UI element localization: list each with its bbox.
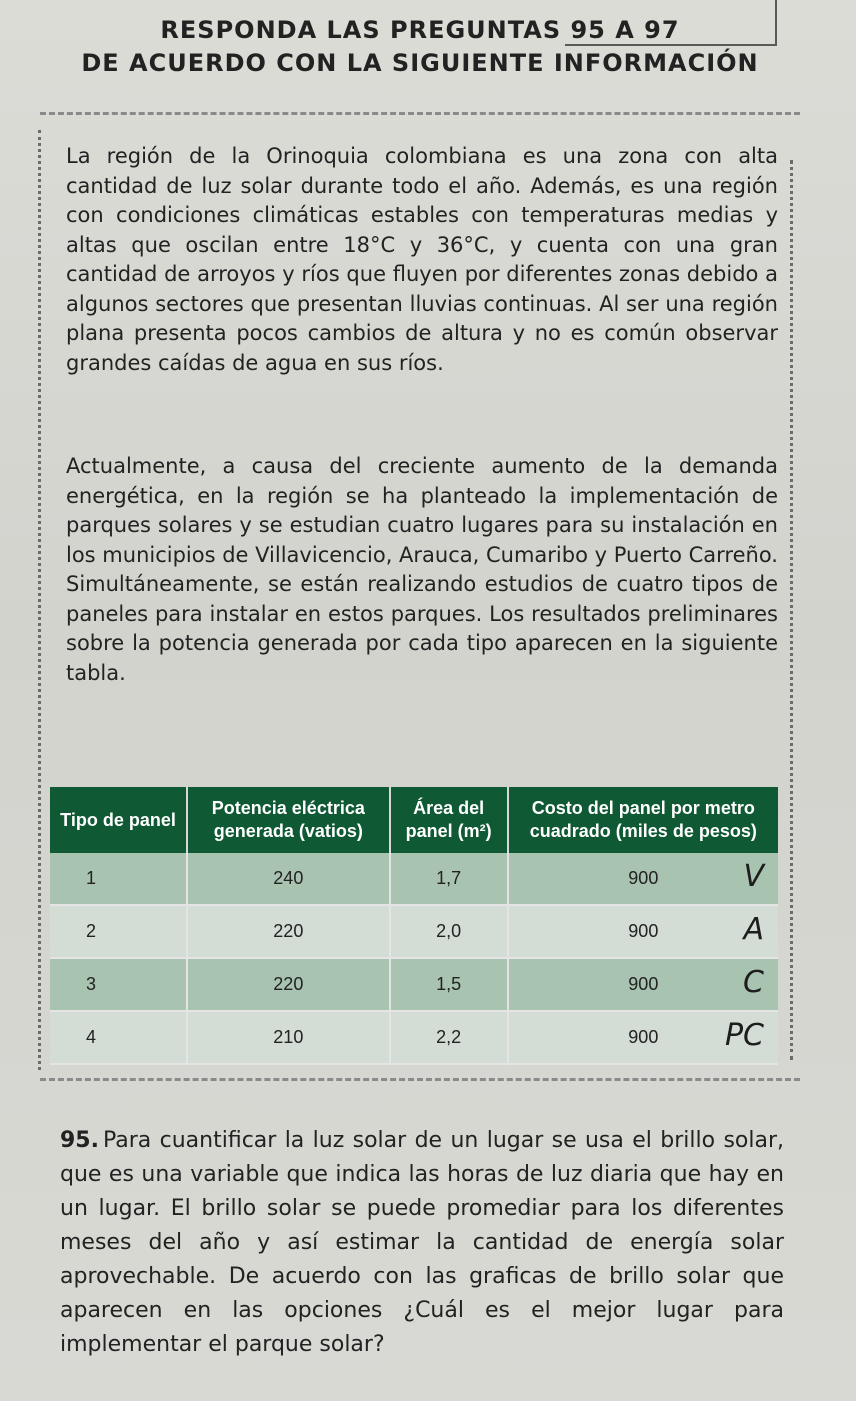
header-line-1: RESPONDA LAS PREGUNTAS 95 A 97 [160, 16, 680, 44]
handwritten-mark: A [743, 912, 764, 947]
cell-panel-type: 1 [50, 853, 187, 905]
cell-cost [508, 905, 778, 958]
cell-area: 1,7 [390, 853, 508, 905]
cell-panel-type: 3 [50, 958, 187, 1011]
cell-panel-type: 4 [50, 1011, 187, 1064]
dotted-border-right [790, 160, 797, 1060]
cost-value: 900 [628, 921, 659, 941]
context-paragraph-2: Actualmente, a causa del creciente aumento de la demanda energética, en la región se ha planteado la implementación de parques solares y se estudian cuatro lugares para su instalación en los municipios de Villavicencio, Arauca, Cumaribo y Puerto Carreño. Simultáneamente, se están realizando estudios de cuatro tipos de paneles para instalar en estos parques. Los resultados preliminares sobre la potencia generada por cada tipo aparecen en la siguiente tabla. [66, 454, 778, 685]
table-row [50, 853, 778, 905]
cell-area: 2,0 [390, 905, 508, 958]
question-number: 95. [60, 1128, 99, 1153]
question-text: Para cuantificar la luz solar de un lugar se usa el brillo solar, que es una variable que indica las horas de luz diaria que hay en un lugar. El brillo solar se puede promediar para los diferentes meses del año y así estimar la cantidad de energía solar aprovechable. De acuerdo con las graficas de brillo solar que aparecen en las opciones ¿Cuál es el mejor lugar para implementar el parque solar? [60, 1128, 784, 1357]
instructions-header [60, 14, 780, 80]
header-power: Potencia eléctrica generada (vatios) [187, 787, 390, 853]
cost-value: 900 [628, 868, 659, 888]
dotted-border-left [38, 130, 45, 1070]
table-row [50, 905, 778, 958]
context-paragraph-1: La región de la Orinoquia colombiana es una zona con alta cantidad de luz solar durante todo el año. Además, es una región con condiciones climáticas estables con temperaturas medias y altas que oscilan entre 18°C y 36°C, y cuenta con una gran cantidad de arroyos y ríos que fluyen por diferentes zonas debido a algunos sectores que presentan lluvias continuas. Al ser una región plana presenta pocos cambios de altura y no es común observar grandes caídas de agua en sus ríos. [66, 144, 778, 375]
header-cost: Costo del panel por metro cuadrado (miles de pesos) [508, 787, 778, 853]
question-95 [60, 1124, 784, 1362]
cell-panel-type: 2 [50, 905, 187, 958]
cell-power: 220 [187, 958, 390, 1011]
cost-value: 900 [628, 1027, 659, 1047]
cell-power: 240 [187, 853, 390, 905]
table-row [50, 958, 778, 1011]
header-line-2: DE ACUERDO CON LA SIGUIENTE INFORMACIÓN [81, 49, 759, 77]
cost-value: 900 [628, 974, 659, 994]
cell-cost [508, 958, 778, 1011]
cell-power: 220 [187, 905, 390, 958]
cell-power: 210 [187, 1011, 390, 1064]
panel-data-table [50, 787, 778, 1065]
table-row [50, 1011, 778, 1064]
cell-area: 2,2 [390, 1011, 508, 1064]
header-area: Área del panel (m²) [390, 787, 508, 853]
header-panel-type: Tipo de panel [50, 787, 187, 853]
handwritten-mark: V [743, 859, 764, 894]
table-header-row [50, 787, 778, 853]
cell-cost [508, 1011, 778, 1064]
cell-cost [508, 853, 778, 905]
handwritten-mark: PC [724, 1018, 764, 1053]
dashed-divider-bottom [40, 1078, 800, 1081]
cell-area: 1,5 [390, 958, 508, 1011]
handwritten-mark: C [743, 965, 764, 1000]
dashed-divider-top [40, 112, 800, 115]
